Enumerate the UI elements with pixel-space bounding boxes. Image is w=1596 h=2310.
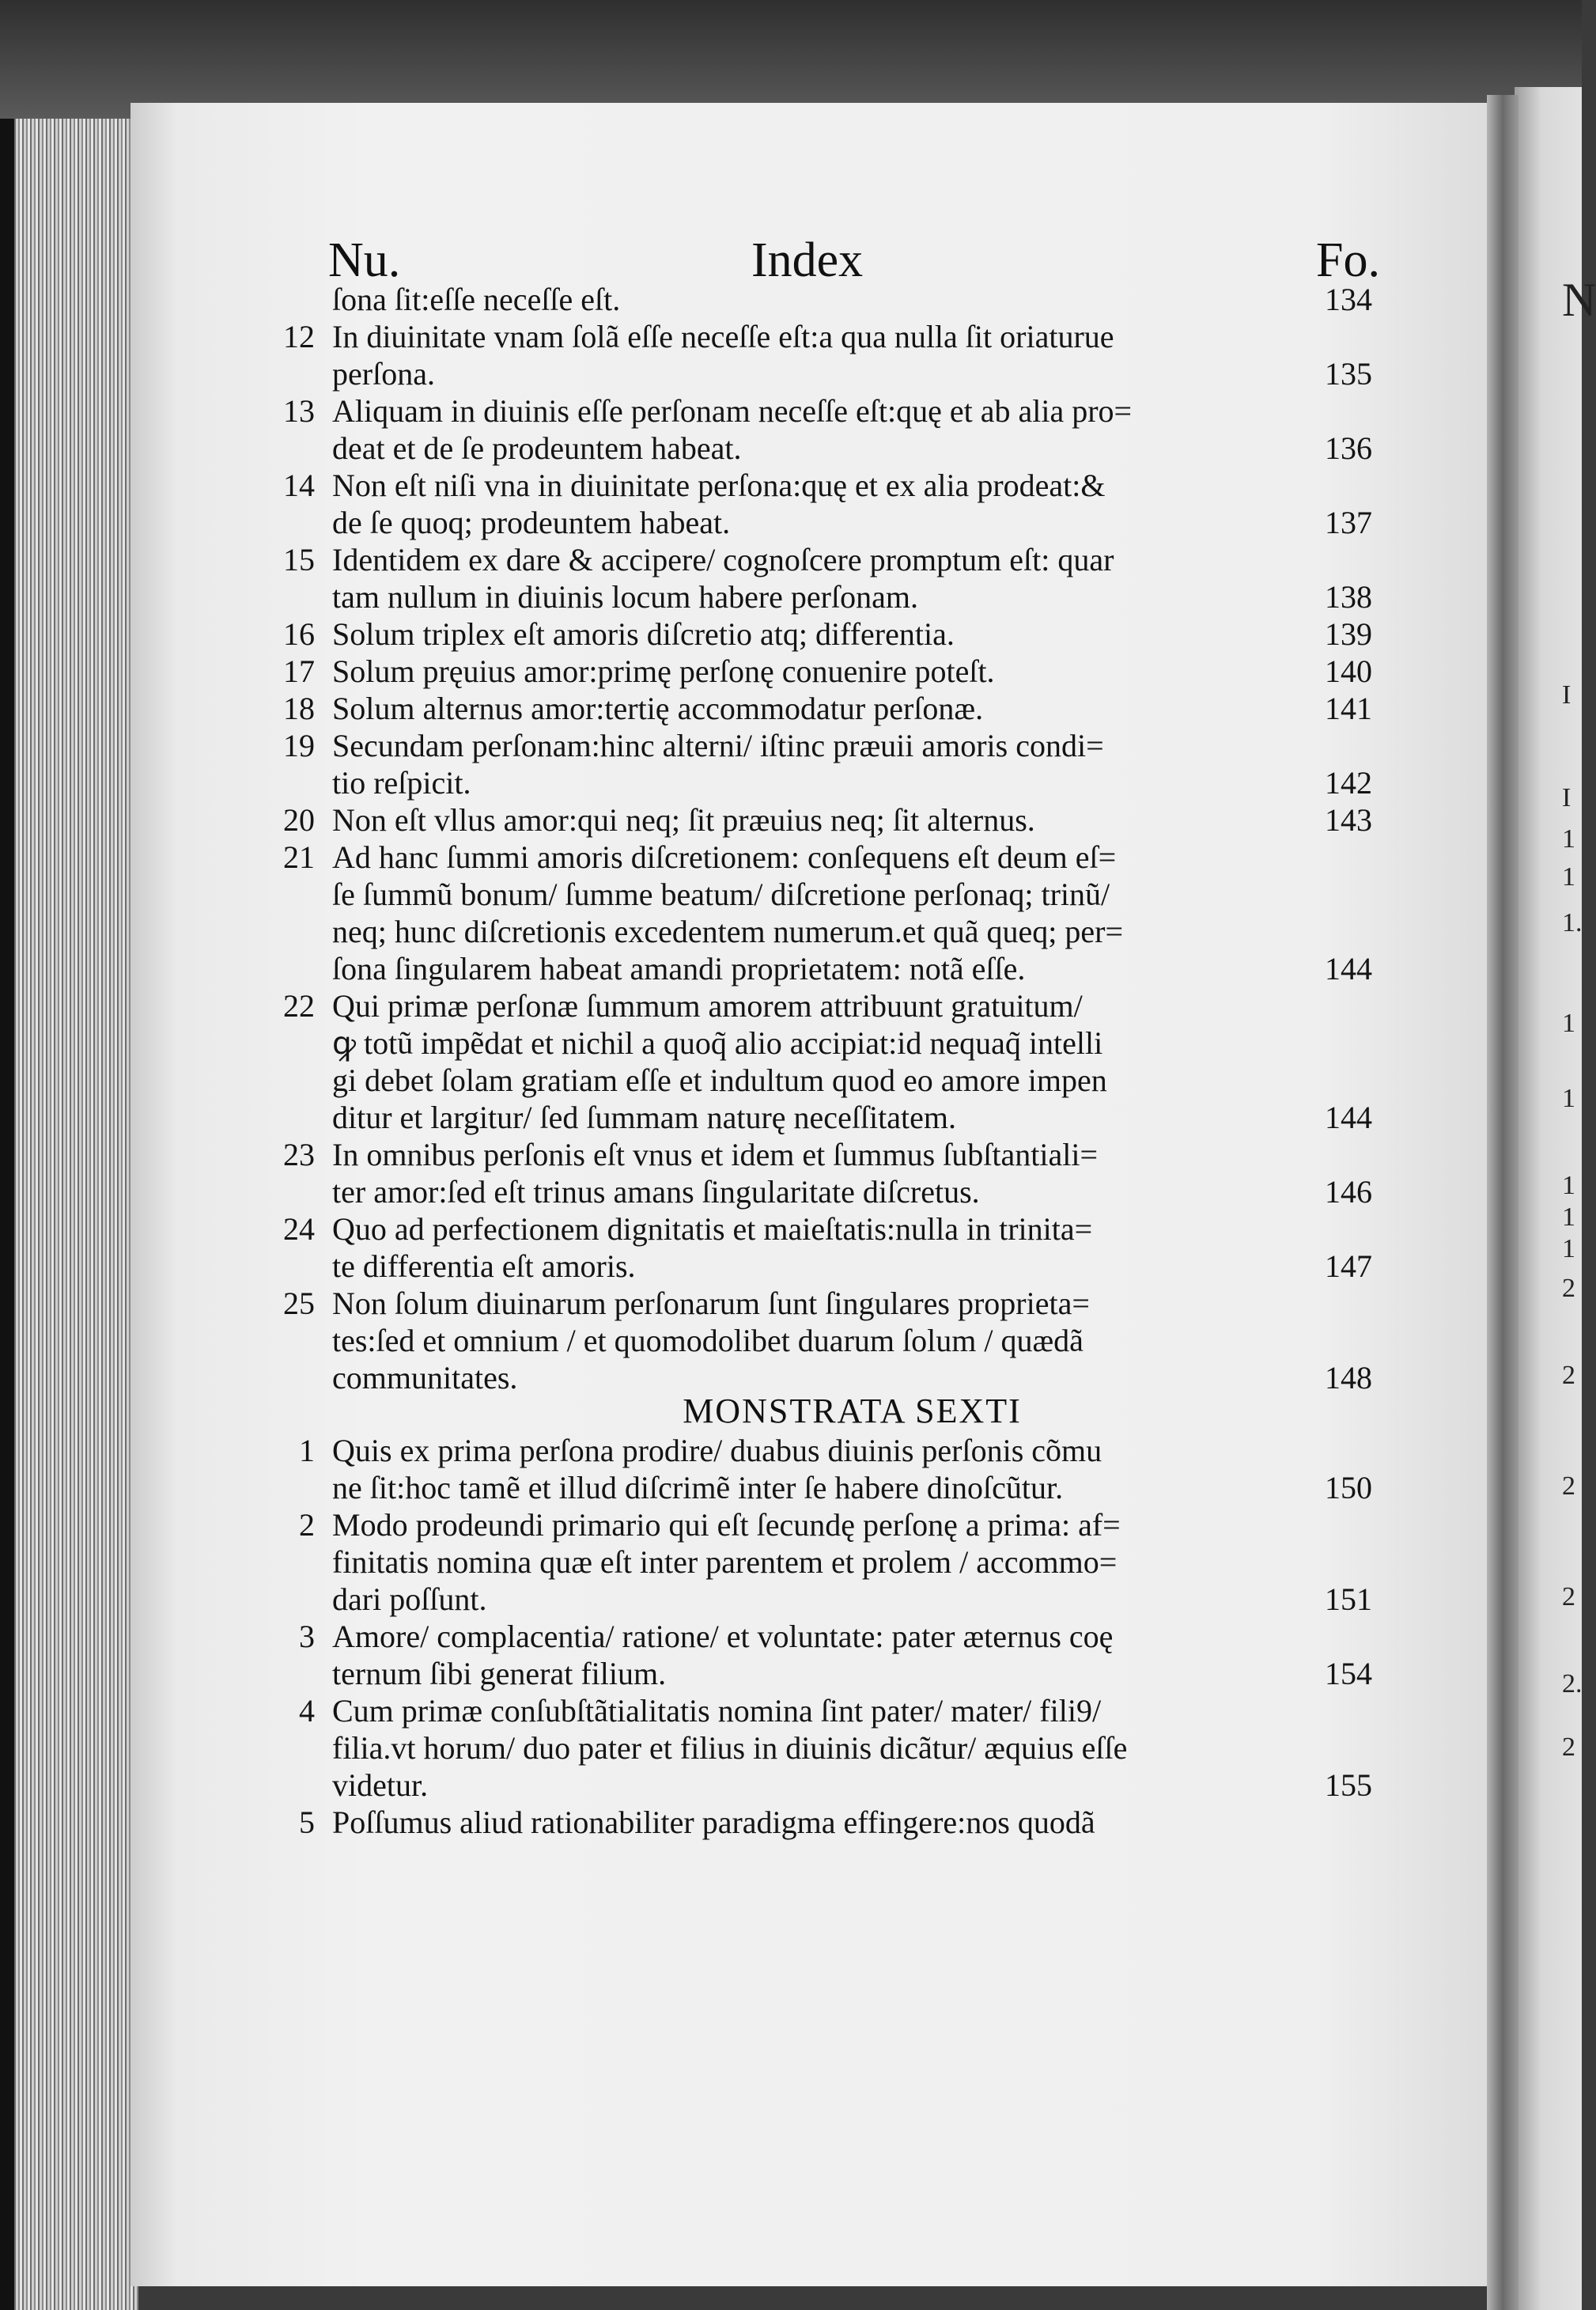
index-line — [332, 1581, 1372, 1619]
index-line — [299, 1618, 1372, 1656]
background-top — [0, 0, 1582, 119]
index-line — [332, 950, 1372, 988]
entry-folio: 146 — [1325, 1174, 1372, 1210]
facing-page-glyph: 1. — [1562, 908, 1583, 937]
entry-number: 17 — [283, 653, 315, 689]
entry-text: ter amor:ſed eſt trinus amans ſingularitate diſcretus. — [332, 1174, 980, 1210]
index-line — [332, 1322, 1372, 1360]
entry-folio: 141 — [1325, 691, 1372, 726]
facing-page-glyph: I — [1562, 783, 1571, 812]
entry-folio: 144 — [1325, 1100, 1372, 1135]
index-line — [332, 1543, 1372, 1581]
header-title: Index — [751, 233, 864, 287]
index-line — [283, 318, 1372, 356]
entry-text: Non eſt vllus amor:qui neq; ſit præuius neq; ſit alternus. — [332, 802, 1035, 838]
entry-folio: 144 — [1325, 951, 1372, 986]
index-line — [299, 1692, 1372, 1730]
entry-text: ne ſit:hoc tamẽ et illud diſcrimẽ inter ſe habere dinoſcũtur. — [332, 1470, 1064, 1505]
index-line — [283, 839, 1372, 877]
index-line — [283, 690, 1372, 728]
entry-folio: 142 — [1325, 765, 1372, 801]
entry-text: Non ſolum diuinarum perſonarum ſunt ſingulares proprieta= — [332, 1286, 1090, 1321]
entry-text: In omnibus perſonis eſt vnus et idem et ſummus ſubſtantiali= — [332, 1137, 1099, 1172]
index-line — [299, 1432, 1372, 1470]
entry-text: Secundam perſonam:hinc alterni/ iſtinc præuii amoris condi= — [332, 728, 1104, 763]
entry-folio: 143 — [1325, 802, 1372, 838]
index-line — [283, 541, 1372, 579]
entry-number: 14 — [283, 468, 315, 503]
facing-page-glyph: 1 — [1562, 1234, 1575, 1263]
index-line — [283, 1285, 1372, 1323]
entry-folio: 148 — [1325, 1360, 1372, 1395]
facing-page-glyph: 1 — [1562, 862, 1575, 892]
index-line — [332, 1062, 1372, 1100]
entry-folio: 136 — [1325, 430, 1372, 466]
index-line — [332, 504, 1372, 542]
index-line — [332, 355, 1372, 393]
entry-text: gi debet ſolam gratiam eſſe et indultum quod eo amore impen — [332, 1062, 1107, 1098]
section-heading: MONSTRATA SEXTI — [683, 1392, 1022, 1430]
entry-folio: 139 — [1325, 616, 1372, 652]
facing-page-glyph: 1 — [1562, 824, 1575, 854]
index-line — [332, 578, 1372, 616]
facing-page-glyph: 1 — [1562, 1084, 1575, 1113]
entry-text: Aliquam in diuinis eſſe perſonam neceſſe eſt:quę et ab alia pro= — [332, 393, 1133, 429]
index-line — [283, 1210, 1372, 1248]
entry-text: Amore/ complacentia/ ratione/ et voluntate: pater æternus coę — [332, 1619, 1114, 1654]
entry-text: Qui primæ perſonæ ſummum amorem attribuunt gratuitum/ — [332, 988, 1083, 1024]
entry-text: perſona. — [332, 356, 435, 392]
facing-page-glyph: 2 — [1562, 1274, 1575, 1303]
entry-number: 23 — [283, 1137, 315, 1172]
index-line — [332, 281, 1372, 319]
entry-number: 18 — [283, 691, 315, 726]
facing-page-glyph: 2 — [1562, 1582, 1575, 1611]
entry-text: ſe ſummũ bonum/ ſumme beatum/ diſcretione perſonaq; trinũ/ — [332, 877, 1110, 912]
entry-number: 22 — [283, 988, 315, 1024]
index-line — [332, 1173, 1372, 1211]
facing-page-glyph: N — [1562, 274, 1596, 326]
index-line — [283, 467, 1372, 505]
index-line — [283, 615, 1372, 653]
entry-text: tes:ſed et omnium / et quomodolibet duarum ſolum / quædã — [332, 1323, 1084, 1358]
index-line — [332, 1099, 1372, 1137]
entry-number: 1 — [299, 1433, 315, 1468]
entry-number: 2 — [299, 1507, 315, 1543]
index-line — [283, 653, 1372, 691]
index-line — [283, 987, 1372, 1025]
index-line — [283, 801, 1372, 839]
entry-number: 19 — [283, 728, 315, 763]
entry-text: de ſe quoq; prodeuntem habeat. — [332, 505, 731, 540]
entry-text: filia.vt horum/ duo pater et filius in diuinis dicãtur/ æquius eſſe — [332, 1730, 1128, 1766]
entry-text: Poſſumus aliud rationabiliter paradigma effingere:nos quodã — [332, 1804, 1095, 1840]
entry-number: 3 — [299, 1619, 315, 1654]
index-line — [332, 1469, 1372, 1507]
index-line — [332, 1024, 1372, 1062]
index-line — [283, 392, 1372, 430]
index-line — [332, 1729, 1372, 1767]
header-folio-label: Fo. — [1316, 233, 1380, 287]
entry-text: Modo prodeundi primario qui eſt ſecundę perſonę a prima: af= — [332, 1507, 1121, 1543]
entry-number: 12 — [283, 319, 315, 354]
entry-folio: 134 — [1325, 282, 1372, 317]
entry-text: Cum primæ conſubſtãtialitatis nomina ſint pater/ mater/ fili9/ — [332, 1693, 1102, 1729]
facing-page-glyph: 1 — [1562, 1171, 1575, 1200]
entry-number: 20 — [283, 802, 315, 838]
facing-page-glyph: 1 — [1562, 1009, 1575, 1038]
book-gutter — [1487, 95, 1518, 2310]
entry-number: 24 — [283, 1211, 315, 1247]
entry-text: finitatis nomina quæ eſt inter parentem et prolem / accommo= — [332, 1544, 1118, 1580]
entry-text: Quo ad perfectionem dignitatis et maieſtatis:nulla in trinita= — [332, 1211, 1093, 1247]
entry-number: 25 — [283, 1286, 315, 1321]
index-line — [299, 1506, 1372, 1544]
index-line — [332, 1248, 1372, 1286]
entry-folio: 147 — [1325, 1248, 1372, 1284]
entry-folio: 150 — [1325, 1470, 1372, 1505]
entry-folio: 135 — [1325, 356, 1372, 392]
entry-text: Non eſt niſi vna in diuinitate perſona:quę et ex alia prodeat:& — [332, 468, 1106, 503]
facing-page-glyph: 1 — [1562, 1202, 1575, 1232]
entry-folio: 155 — [1325, 1767, 1372, 1803]
entry-text: tam nullum in diuinis locum habere perſonam. — [332, 579, 918, 615]
entry-text: videtur. — [332, 1767, 429, 1803]
entry-folio: 154 — [1325, 1656, 1372, 1691]
index-line — [332, 764, 1372, 802]
index-line — [332, 913, 1372, 951]
entry-text: Quis ex prima perſona prodire/ duabus diuinis perſonis cõmu — [332, 1433, 1102, 1468]
entry-text: Solum pręuius amor:primę perſonę conuenire poteſt. — [332, 653, 995, 689]
index-line — [332, 1767, 1372, 1804]
index-line — [332, 1655, 1372, 1693]
entry-folio: 140 — [1325, 653, 1372, 689]
book-page-edges — [0, 119, 138, 2310]
entry-text: deat et de ſe prodeuntem habeat. — [332, 430, 742, 466]
index-line — [332, 876, 1372, 914]
entry-text: tio reſpicit. — [332, 765, 471, 801]
index-line — [283, 727, 1372, 765]
index-line — [283, 1136, 1372, 1174]
facing-page-glyph: I — [1562, 680, 1571, 710]
facing-page-glyph: 2 — [1562, 1361, 1575, 1390]
entry-number: 13 — [283, 393, 315, 429]
entry-text: neq; hunc diſcretionis excedentem numerum.et quã queq; per= — [332, 914, 1123, 949]
entry-text: communitates. — [332, 1360, 518, 1395]
entry-text: Identidem ex dare & accipere/ cognoſcere promptum eſt: quar — [332, 542, 1114, 578]
entry-text: In diuinitate vnam ſolã eſſe neceſſe eſt:a qua nulla ſit oriaturue — [332, 319, 1114, 354]
entry-text: dari poſſunt. — [332, 1581, 487, 1617]
entry-text: Solum alternus amor:tertię accommodatur perſonæ. — [332, 691, 984, 726]
entry-number: 16 — [283, 616, 315, 652]
entry-text: te differentia eſt amoris. — [332, 1248, 636, 1284]
entry-number: 15 — [283, 542, 315, 578]
book-edge-shadow — [0, 119, 14, 2310]
entry-folio: 138 — [1325, 579, 1372, 615]
entry-text: ꝙ totũ impẽdat et nichil a quoq̃ alio accipiat:id nequaq̃ intelli — [332, 1025, 1103, 1061]
facing-page-glyph: 2. — [1562, 1669, 1583, 1698]
index-line — [332, 430, 1372, 468]
entry-text: Ad hanc ſummi amoris diſcretionem: conſequens eſt deum eſ= — [332, 839, 1117, 875]
facing-page-glyph: 2 — [1562, 1733, 1575, 1762]
header-number-label: Nu. — [328, 233, 401, 287]
entry-text: ſona ſingularem habeat amandi proprietatem: notã eſſe. — [332, 951, 1026, 986]
entry-folio: 151 — [1325, 1581, 1372, 1617]
facing-page-glyph: 2 — [1562, 1471, 1575, 1501]
entry-text: ſona ſit:eſſe neceſſe eſt. — [332, 282, 621, 317]
entry-text: ditur et largitur/ ſed ſummam naturę neceſſitatem. — [332, 1100, 957, 1135]
entry-folio: 137 — [1325, 505, 1372, 540]
entry-text: Solum triplex eſt amoris diſcretio atq; differentia. — [332, 616, 955, 652]
index-line — [299, 1804, 1372, 1842]
entry-number: 21 — [283, 839, 315, 875]
entry-number: 5 — [299, 1804, 315, 1840]
entry-text: ternum ſibi generat filium. — [332, 1656, 667, 1691]
entry-number: 4 — [299, 1693, 315, 1729]
